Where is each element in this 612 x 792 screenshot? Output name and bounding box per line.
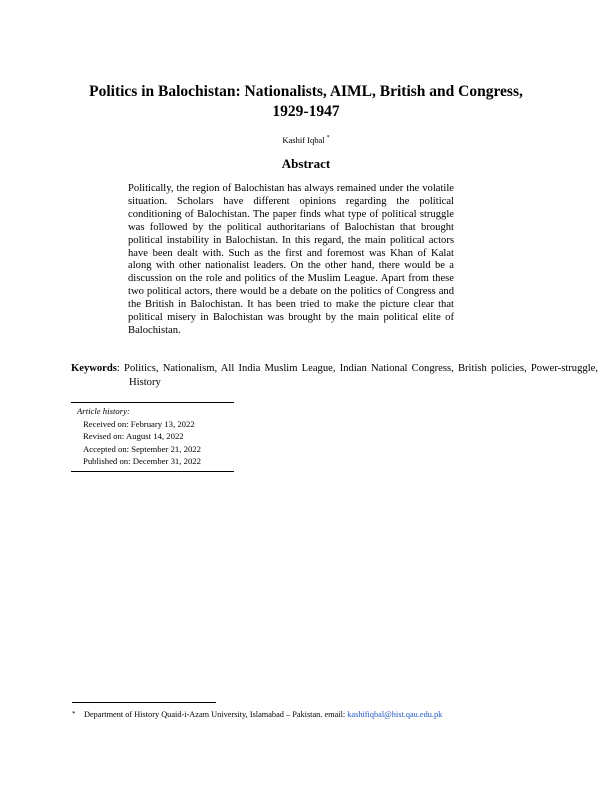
article-history-title: Article history: xyxy=(77,406,130,416)
published-date: Published on: December 31, 2022 xyxy=(83,456,201,467)
footnote-email-link[interactable]: kashifiqbal@hist.qau.edu.pk xyxy=(347,710,443,719)
footnote-divider xyxy=(72,702,216,703)
footnote-text: Department of History Quaid-i-Azam University, Islamabad – Pakistan. email: xyxy=(84,710,348,719)
abstract-heading: Abstract xyxy=(281,156,331,171)
article-history xyxy=(71,402,234,472)
keywords-label: Keywords xyxy=(71,363,117,374)
revised-date: Revised on: August 14, 2022 xyxy=(83,431,184,442)
accepted-date: Accepted on: September 21, 2022 xyxy=(83,443,201,454)
keywords-list: : Politics, Nationalism, All India Muslim League, Indian National Congress, British policies, Power-struggle, History xyxy=(116,363,598,388)
paper-title: Politics in Balochistan: Nationalists, AIML, British and Congress, 1929-1947 xyxy=(89,83,523,120)
footnote-mark: * xyxy=(72,710,76,718)
keywords-paragraph xyxy=(71,362,598,389)
author-footnote-mark: * xyxy=(326,135,330,141)
abstract-text: Politically, the region of Balochistan has always remained under the volatile situation. Scholars have different opinions regarding the political conditioning of Balochistan. The paper finds what type of political struggle was followed by the political authoritarians of Balochistan that brought political instability in Balochistan. In this regard, the main political actors have been dealt with. Such as the first and foremost was Khan of Kalat along with other nationalist leaders. On the other hand, there would be a discussion on the role and politics of the Muslim League. Apart from these two political actors, there would be a debate on the politics of Congress and the British in Balochistan. It has been tried to make the picture clear that political misery in Balochistan was brought by the main political elite of Balochistan. xyxy=(128,183,454,336)
received-date: Received on: February 13, 2022 xyxy=(83,418,195,429)
author-name: Kashif Iqbal xyxy=(282,134,325,145)
footnote xyxy=(72,709,532,720)
author-line xyxy=(0,133,612,146)
